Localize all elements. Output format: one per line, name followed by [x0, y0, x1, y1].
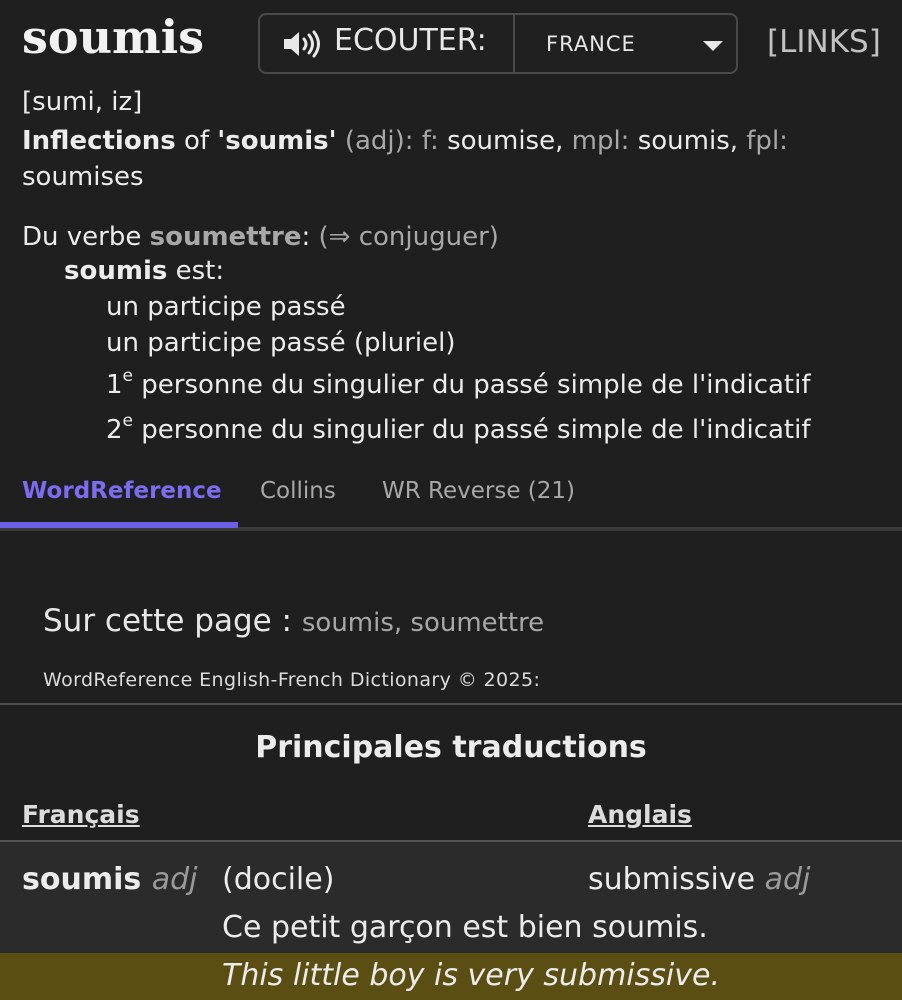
- onpage-link-soumettre[interactable]: soumettre: [410, 608, 545, 638]
- onpage-link-soumis[interactable]: soumis: [301, 608, 394, 638]
- verb-subject-line: [64, 256, 224, 286]
- translation-pos: adj: [764, 862, 811, 897]
- verb-form-item: un participe passé (pluriel): [106, 328, 456, 358]
- form-superscript: e: [122, 411, 134, 431]
- entry-pos: adj: [151, 862, 198, 897]
- inflections-label: Inflections: [22, 126, 176, 156]
- example-french: Ce petit garçon est bien soumis.: [222, 910, 708, 945]
- tab-wordreference[interactable]: WordReference: [22, 478, 222, 504]
- inflection-f-label: f:: [421, 126, 439, 156]
- inflection-fpl-value: soumises: [22, 162, 144, 192]
- inflections-pos: (adj):: [344, 126, 414, 156]
- tab-wr-reverse[interactable]: WR Reverse (21): [382, 478, 576, 504]
- divider: [0, 703, 902, 705]
- listen-control[interactable]: [258, 13, 738, 74]
- inflection-fpl-label: fpl:: [746, 126, 788, 156]
- example-english: This little boy is very submissive.: [222, 958, 720, 993]
- form-text: personne du singulier du passé simple de l'indicatif: [133, 370, 811, 400]
- form-number: 1: [106, 370, 123, 400]
- listen-divider: [513, 15, 515, 72]
- inflection-mpl-value: soumis,: [637, 126, 739, 156]
- column-header-english: Anglais: [588, 800, 692, 829]
- inflections-lemma: 'soumis': [217, 126, 337, 156]
- inflections-of: of: [183, 126, 210, 156]
- pronunciation: [sumi, iz]: [22, 87, 143, 117]
- entry-sense: (docile): [222, 862, 335, 897]
- verb-est: est:: [175, 256, 225, 286]
- verb-lemma-link[interactable]: soumettre: [149, 222, 302, 252]
- verb-subject: soumis: [64, 256, 168, 286]
- copyright-line: WordReference English-French Dictionary © 2025:: [43, 669, 541, 691]
- verb-colon: :: [301, 222, 311, 252]
- on-this-page-label: Sur cette page :: [43, 603, 302, 639]
- tab-active-indicator: [0, 522, 238, 528]
- tab-collins[interactable]: Collins: [260, 478, 336, 504]
- on-this-page: [43, 603, 544, 639]
- entry-word: [22, 862, 197, 897]
- verb-origin: [22, 222, 499, 252]
- entry-translation: [588, 862, 810, 897]
- listen-label[interactable]: ECOUTER:: [334, 23, 487, 58]
- verb-form-item: un participe passé: [106, 292, 346, 322]
- verb-form-item: [106, 411, 811, 445]
- form-number: 2: [106, 415, 123, 445]
- speaker-icon[interactable]: [282, 30, 322, 58]
- inflection-mpl-label: mpl:: [571, 126, 630, 156]
- translation-word: submissive: [588, 862, 756, 897]
- region-select[interactable]: FRANCE: [546, 32, 636, 56]
- inflection-f-value: soumise,: [447, 126, 564, 156]
- verb-prefix: Du verbe: [22, 222, 142, 252]
- form-text: personne du singulier du passé simple de l'indicatif: [133, 415, 811, 445]
- conjugate-link[interactable]: (⇒ conjuguer): [318, 222, 499, 252]
- verb-form-item: [106, 366, 811, 400]
- form-superscript: e: [122, 366, 134, 386]
- chevron-down-icon[interactable]: [703, 41, 723, 51]
- section-title: Principales traductions: [255, 730, 647, 765]
- onpage-separator: ,: [393, 608, 411, 638]
- column-header-french: Français: [22, 800, 140, 829]
- headword: soumis: [22, 10, 205, 64]
- inflections-line: [22, 123, 882, 195]
- links-button[interactable]: [LINKS]: [767, 24, 881, 60]
- entry-headword: soumis: [22, 862, 142, 897]
